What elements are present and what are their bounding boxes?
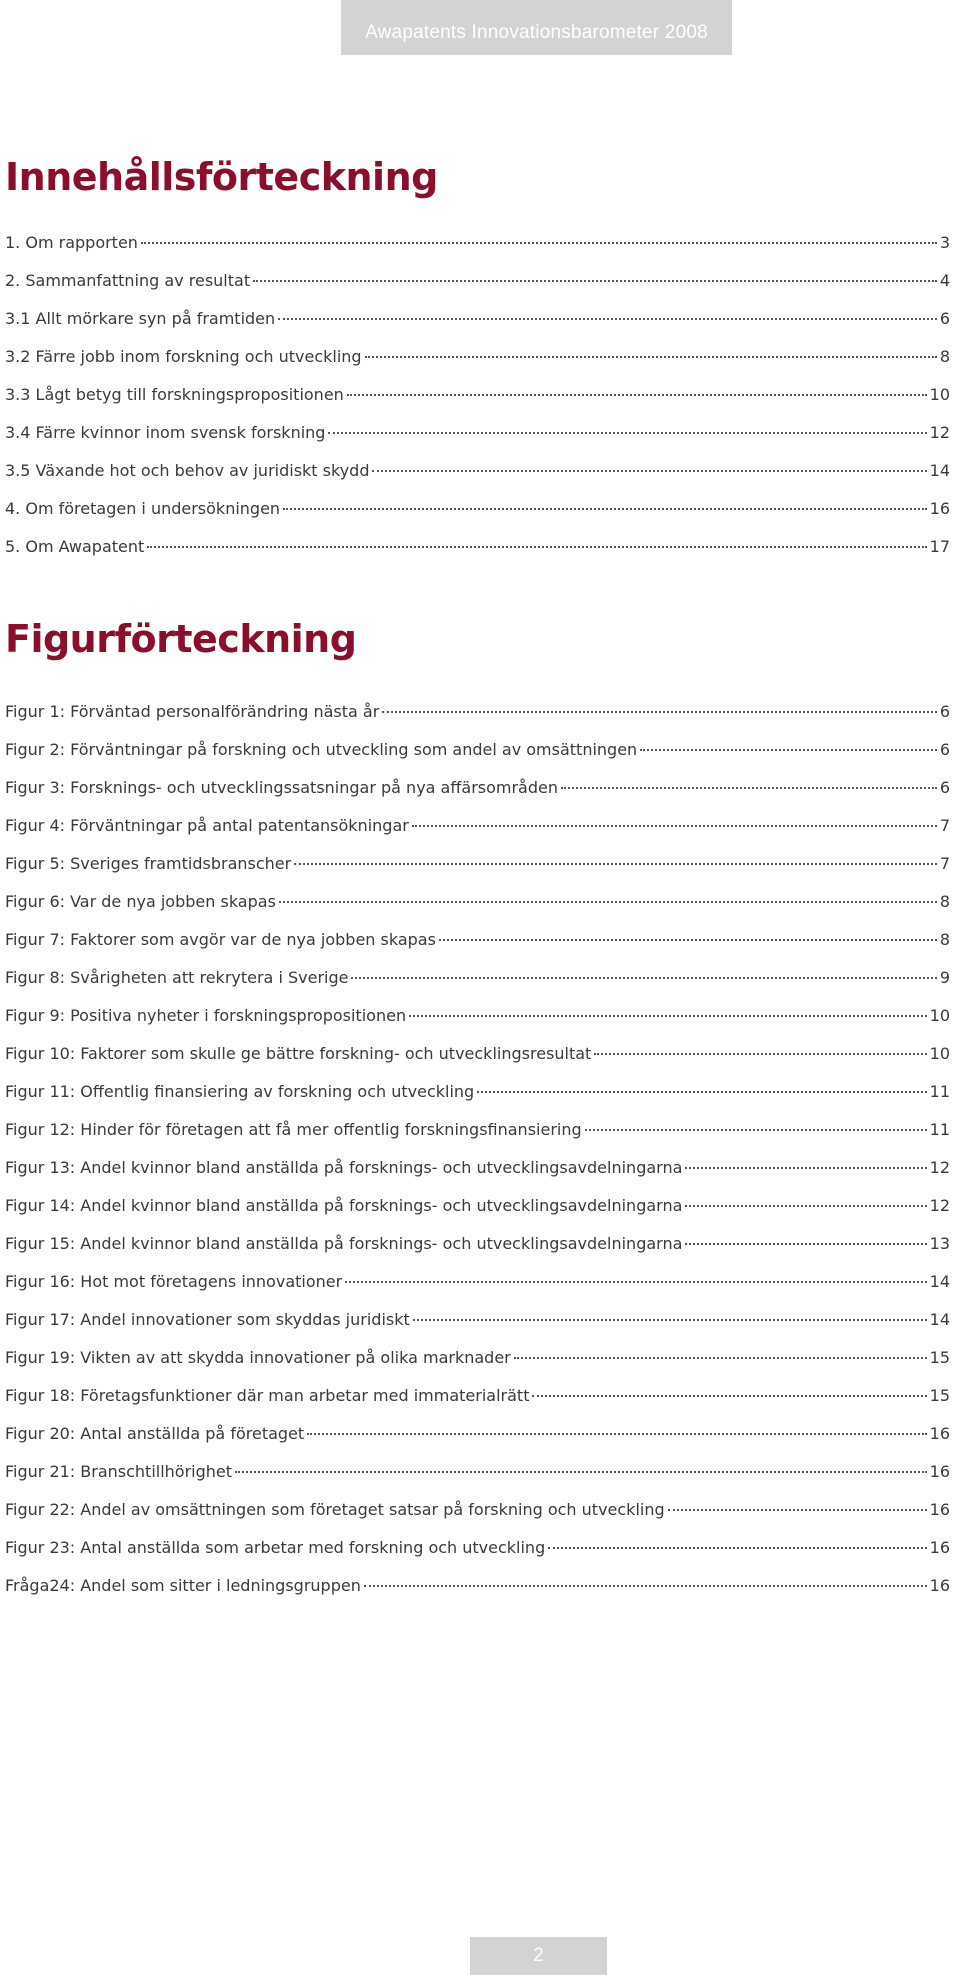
dot-leader — [668, 1509, 927, 1511]
entry-title: Figur 22: Andel av omsättningen som företaget satsar på forskning och utveckling — [5, 1500, 665, 1519]
entry-page-number: 4 — [939, 271, 950, 290]
entry-title: Figur 5: Sveriges framtidsbranscher — [5, 854, 292, 873]
figure-entry[interactable] — [5, 1536, 950, 1574]
figure-entry[interactable] — [5, 1574, 950, 1612]
entry-page-number: 16 — [929, 1462, 950, 1481]
dot-leader — [328, 432, 926, 434]
dot-leader — [294, 863, 937, 865]
dot-leader — [147, 546, 926, 548]
figure-entry[interactable] — [5, 776, 950, 814]
entry-title: 1. Om rapporten — [5, 233, 138, 252]
contents-entry[interactable] — [5, 383, 950, 421]
entry-title: Figur 9: Positiva nyheter i forskningspropositionen — [5, 1006, 407, 1025]
dot-leader — [640, 749, 937, 751]
figures-heading: Figurförteckning — [5, 617, 357, 661]
dot-leader — [532, 1395, 926, 1397]
dot-leader — [439, 939, 937, 941]
entry-title: Figur 12: Hinder för företagen att få mer offentlig forskningsfinansiering — [5, 1120, 582, 1139]
entry-title: 4. Om företagen i undersökningen — [5, 499, 281, 518]
figure-entry[interactable] — [5, 738, 950, 776]
figure-entry[interactable] — [5, 1460, 950, 1498]
entry-page-number: 3 — [939, 233, 950, 252]
entry-title: 3.1 Allt mörkare syn på framtiden — [5, 309, 276, 328]
dot-leader — [351, 977, 936, 979]
entry-page-number: 15 — [929, 1348, 950, 1367]
entry-title: 2. Sammanfattning av resultat — [5, 271, 251, 290]
entry-title: Fråga24: Andel som sitter i ledningsgruppen — [5, 1576, 361, 1595]
contents-entry[interactable] — [5, 231, 950, 269]
dot-leader — [345, 1281, 926, 1283]
entry-title: Figur 15: Andel kvinnor bland anställda på forsknings- och utvecklingsavdelningarna — [5, 1234, 683, 1253]
figure-entry[interactable] — [5, 1498, 950, 1536]
entry-title: Figur 14: Andel kvinnor bland anställda på forsknings- och utvecklingsavdelningarna — [5, 1196, 683, 1215]
figure-entry[interactable] — [5, 1080, 950, 1118]
dot-leader — [347, 394, 927, 396]
figure-entry[interactable] — [5, 852, 950, 890]
contents-entry[interactable] — [5, 307, 950, 345]
dot-leader — [477, 1091, 926, 1093]
figure-entry[interactable] — [5, 1308, 950, 1346]
entry-page-number: 14 — [929, 1272, 950, 1291]
document-header: Awapatents Innovationsbarometer 2008 — [341, 0, 732, 55]
dot-leader — [364, 1585, 927, 1587]
contents-entry[interactable] — [5, 535, 950, 573]
entry-title: Figur 16: Hot mot företagens innovationer — [5, 1272, 343, 1291]
entry-title: Figur 17: Andel innovationer som skyddas juridiskt — [5, 1310, 410, 1329]
contents-entry[interactable] — [5, 459, 950, 497]
figure-entry[interactable] — [5, 1346, 950, 1384]
contents-entry[interactable] — [5, 421, 950, 459]
dot-leader — [365, 356, 937, 358]
figures-list — [5, 700, 950, 1612]
figure-entry[interactable] — [5, 1156, 950, 1194]
entry-title: 3.5 Växande hot och behov av juridiskt skydd — [5, 461, 370, 480]
entry-page-number: 12 — [929, 423, 950, 442]
dot-leader — [382, 711, 937, 713]
contents-entry[interactable] — [5, 345, 950, 383]
figure-entry[interactable] — [5, 1042, 950, 1080]
dot-leader — [685, 1167, 926, 1169]
entry-page-number: 16 — [929, 1500, 950, 1519]
figure-entry[interactable] — [5, 700, 950, 738]
dot-leader — [372, 470, 926, 472]
figure-entry[interactable] — [5, 928, 950, 966]
entry-page-number: 13 — [929, 1234, 950, 1253]
entry-title: Figur 2: Förväntningar på forskning och utveckling som andel av omsättningen — [5, 740, 638, 759]
contents-heading: Innehållsförteckning — [5, 155, 438, 199]
figure-entry[interactable] — [5, 1270, 950, 1308]
dot-leader — [413, 1319, 927, 1321]
dot-leader — [585, 1129, 927, 1131]
dot-leader — [279, 901, 937, 903]
figure-entry[interactable] — [5, 890, 950, 928]
entry-title: 3.2 Färre jobb inom forskning och utveckling — [5, 347, 362, 366]
dot-leader — [412, 825, 937, 827]
dot-leader — [594, 1053, 926, 1055]
dot-leader — [307, 1433, 926, 1435]
entry-title: Figur 10: Faktorer som skulle ge bättre forskning- och utvecklingsresultat — [5, 1044, 592, 1063]
figure-entry[interactable] — [5, 1194, 950, 1232]
entry-title: 3.3 Lågt betyg till forskningspropositionen — [5, 385, 344, 404]
entry-title: Figur 3: Forsknings- och utvecklingssatsningar på nya affärsområden — [5, 778, 558, 797]
dot-leader — [685, 1243, 926, 1245]
figure-entry[interactable] — [5, 1004, 950, 1042]
entry-title: 3.4 Färre kvinnor inom svensk forskning — [5, 423, 326, 442]
entry-page-number: 14 — [929, 1310, 950, 1329]
entry-title: Figur 13: Andel kvinnor bland anställda på forsknings- och utvecklingsavdelningarna — [5, 1158, 683, 1177]
dot-leader — [514, 1357, 927, 1359]
dot-leader — [278, 318, 937, 320]
dot-leader — [141, 242, 937, 244]
entry-page-number: 16 — [929, 1576, 950, 1595]
entry-title: Figur 18: Företagsfunktioner där man arbetar med immaterialrätt — [5, 1386, 530, 1405]
entry-page-number: 10 — [929, 385, 950, 404]
entry-title: Figur 8: Svårigheten att rekrytera i Sverige — [5, 968, 349, 987]
contents-list — [5, 231, 950, 573]
dot-leader — [235, 1471, 927, 1473]
entry-page-number: 6 — [939, 740, 950, 759]
entry-title: Figur 1: Förväntad personalförändring nästa år — [5, 702, 380, 721]
entry-page-number: 16 — [929, 1538, 950, 1557]
dot-leader — [561, 787, 937, 789]
entry-page-number: 16 — [929, 1424, 950, 1443]
entry-page-number: 11 — [929, 1082, 950, 1101]
figure-entry[interactable] — [5, 966, 950, 1004]
entry-page-number: 10 — [929, 1006, 950, 1025]
figure-entry[interactable] — [5, 1384, 950, 1422]
entry-title: 5. Om Awapatent — [5, 537, 145, 556]
dot-leader — [548, 1547, 926, 1549]
entry-title: Figur 11: Offentlig finansiering av forskning och utveckling — [5, 1082, 475, 1101]
entry-page-number: 17 — [929, 537, 950, 556]
figure-entry[interactable] — [5, 1232, 950, 1270]
entry-title: Figur 4: Förväntningar på antal patentansökningar — [5, 816, 409, 835]
figure-entry[interactable] — [5, 814, 950, 852]
entry-title: Figur 21: Branschtillhörighet — [5, 1462, 233, 1481]
entry-page-number: 6 — [939, 778, 950, 797]
entry-title: Figur 6: Var de nya jobben skapas — [5, 892, 276, 911]
entry-page-number: 15 — [929, 1386, 950, 1405]
contents-entry[interactable] — [5, 497, 950, 535]
entry-title: Figur 23: Antal anställda som arbetar med forskning och utveckling — [5, 1538, 546, 1557]
entry-page-number: 7 — [939, 816, 950, 835]
entry-page-number: 10 — [929, 1044, 950, 1063]
entry-page-number: 8 — [939, 892, 950, 911]
entry-title: Figur 20: Antal anställda på företaget — [5, 1424, 305, 1443]
contents-entry[interactable] — [5, 269, 950, 307]
entry-page-number: 12 — [929, 1158, 950, 1177]
entry-page-number: 16 — [929, 499, 950, 518]
entry-page-number: 11 — [929, 1120, 950, 1139]
entry-page-number: 8 — [939, 347, 950, 366]
figure-entry[interactable] — [5, 1422, 950, 1460]
dot-leader — [283, 508, 927, 510]
dot-leader — [409, 1015, 927, 1017]
entry-page-number: 12 — [929, 1196, 950, 1215]
dot-leader — [685, 1205, 926, 1207]
entry-title: Figur 7: Faktorer som avgör var de nya jobben skapas — [5, 930, 436, 949]
entry-page-number: 6 — [939, 309, 950, 328]
entry-page-number: 14 — [929, 461, 950, 480]
entry-page-number: 8 — [939, 930, 950, 949]
dot-leader — [253, 280, 937, 282]
page-number: 2 — [470, 1937, 607, 1975]
entry-page-number: 6 — [939, 702, 950, 721]
entry-title: Figur 19: Vikten av att skydda innovationer på olika marknader — [5, 1348, 511, 1367]
figure-entry[interactable] — [5, 1118, 950, 1156]
entry-page-number: 9 — [939, 968, 950, 987]
entry-page-number: 7 — [939, 854, 950, 873]
